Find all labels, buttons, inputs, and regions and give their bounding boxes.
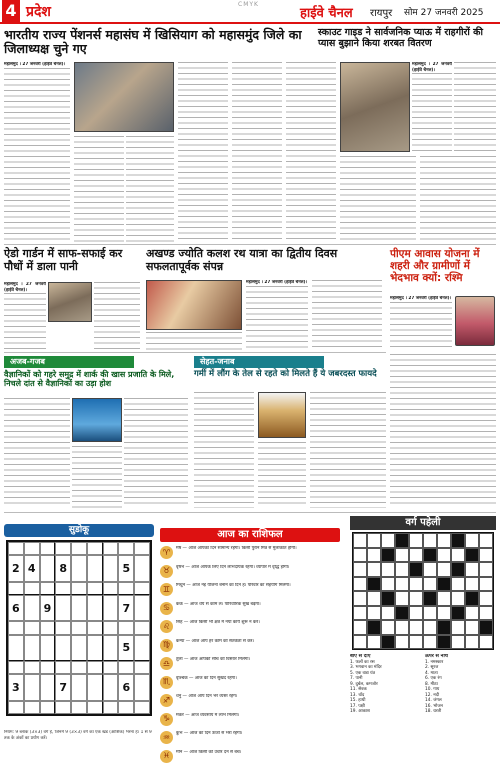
crossword-cell bbox=[423, 591, 437, 606]
zodiac-icon: ♎ bbox=[160, 657, 173, 670]
sudoku-cell bbox=[103, 635, 119, 661]
lead-byline: महासमुंद । 27 जनवरी (हाईवे चैनल)। bbox=[4, 62, 66, 67]
awas-body-2 bbox=[390, 354, 496, 508]
crossword-cell bbox=[395, 533, 409, 548]
sudoku-cell bbox=[8, 621, 24, 634]
crossword-clue: 8. मीठा bbox=[425, 681, 438, 687]
garden-photo bbox=[48, 282, 92, 322]
crossword-cell bbox=[479, 548, 493, 563]
edition-date: सोम 27 जनवरी 2025 bbox=[404, 8, 484, 18]
page-number: 4 bbox=[2, 0, 20, 22]
sudoku-cell bbox=[134, 621, 150, 634]
sudoku-cell bbox=[103, 621, 119, 634]
sudoku-cell bbox=[103, 674, 119, 700]
rashifal-text: वृषभ — आज आपके लिए दिन लाभदायक रहेगा। व्यापार में वृद्धि होगी। bbox=[176, 564, 290, 570]
crossword-cell bbox=[437, 606, 451, 621]
sudoku-cell bbox=[24, 542, 40, 555]
rashifal-item bbox=[160, 713, 340, 730]
kalash-body-2 bbox=[146, 332, 242, 350]
sudoku-cell bbox=[103, 555, 119, 581]
crossword-cell bbox=[437, 591, 451, 606]
sudoku-cell bbox=[40, 555, 56, 581]
crossword-cell bbox=[451, 620, 465, 635]
sudoku-cell bbox=[24, 701, 40, 714]
sudoku-cell: 5 bbox=[118, 635, 134, 661]
rashifal-item bbox=[160, 583, 340, 600]
zodiac-icon: ♊ bbox=[160, 583, 173, 596]
scout-headline: स्काउट गाइड ने सार्वजनिक प्याऊ में राहगीरों की प्यास बुझाने किया शरबत वितरण bbox=[318, 27, 483, 49]
sudoku-cell bbox=[55, 635, 71, 661]
sudoku-cell bbox=[40, 674, 56, 700]
kalash-photo bbox=[146, 280, 242, 330]
shark-body-2 bbox=[72, 446, 122, 508]
sudoku-cell: 2 bbox=[8, 555, 24, 581]
sudoku-cell bbox=[40, 635, 56, 661]
lead-body-3 bbox=[126, 136, 174, 242]
crossword-cell bbox=[409, 635, 423, 650]
rashifal-item bbox=[160, 750, 340, 767]
sudoku-cell bbox=[118, 542, 134, 555]
awas-photo bbox=[455, 296, 495, 346]
shark-body-3 bbox=[124, 398, 188, 508]
crossword-cell bbox=[409, 577, 423, 592]
crossword-clue: 16. भोजन bbox=[425, 703, 443, 709]
crossword-clue: 1. फलों का रस bbox=[350, 659, 375, 665]
rashifal-item bbox=[160, 731, 340, 748]
shark-section-band: अजब-गजब bbox=[4, 356, 134, 368]
rashifal-item bbox=[160, 602, 340, 619]
garden-byline: महासमुंद । 27 जनवरी (हाईवे चैनल)। bbox=[4, 282, 46, 293]
crossword-cell bbox=[437, 577, 451, 592]
sudoku-cell bbox=[71, 595, 87, 621]
lead-body bbox=[4, 62, 70, 242]
crossword-cell bbox=[353, 591, 367, 606]
sudoku-cell bbox=[118, 701, 134, 714]
lead-body-4 bbox=[178, 62, 228, 242]
sudoku-cell bbox=[87, 542, 103, 555]
sudoku-cell bbox=[71, 635, 87, 661]
crossword-cell bbox=[479, 577, 493, 592]
crossword-clue: 18. धरती bbox=[425, 709, 442, 714]
crossword-cell bbox=[381, 606, 395, 621]
shark-headline: वैज्ञानिकों को गहरे समुद्र में शार्क की खास प्रजाति के मिले, निचले दांत से वैज्ञानिकों का उड़ा होश bbox=[4, 370, 175, 389]
sudoku-cell: 6 bbox=[8, 595, 24, 621]
lead-headline: भारतीय राज्य पेंशनर्स महासंघ में खिसियाग को महासमुंद जिले का जिलाध्यक्ष चुने गए bbox=[4, 27, 302, 57]
crossword-grid bbox=[352, 532, 494, 650]
sudoku-cell bbox=[134, 595, 150, 621]
sudoku-grid bbox=[6, 540, 152, 716]
crossword-cell bbox=[367, 635, 381, 650]
awas-headline: पीएम आवास योजना में शहरी और ग्रामीणों में भेदभाव क्यों: रश्मि bbox=[390, 248, 480, 285]
sudoku-cell bbox=[8, 542, 24, 555]
sudoku-cell bbox=[134, 674, 150, 700]
garden-headline: ऐडो गार्डन में साफ-सफाई कर पौधों में डाला पानी bbox=[4, 247, 123, 273]
crossword-cell bbox=[409, 620, 423, 635]
crossword-cell bbox=[381, 591, 395, 606]
sudoku-cell bbox=[40, 542, 56, 555]
sudoku-cell bbox=[24, 661, 40, 674]
lead-photo bbox=[74, 62, 174, 132]
crossword-cell bbox=[479, 635, 493, 650]
crossword-clue: 11. सेवक bbox=[350, 687, 367, 692]
rashifal-text: मीन — आज किसी को उधार देने से बचें। bbox=[176, 749, 242, 755]
crossword-cell bbox=[423, 606, 437, 621]
rashifal-item bbox=[160, 639, 340, 656]
down-clues bbox=[425, 660, 496, 715]
sudoku-cell bbox=[24, 635, 40, 661]
sudoku-cell: 7 bbox=[118, 595, 134, 621]
crossword-title: वर्ग पहेली bbox=[350, 516, 496, 530]
scout-body-5 bbox=[420, 156, 496, 242]
crossword-cell bbox=[465, 577, 479, 592]
brand-logo: हाईवे चैनल bbox=[300, 6, 353, 21]
crossword-cell bbox=[353, 606, 367, 621]
awas-body-1 bbox=[390, 296, 452, 350]
crossword-cell bbox=[381, 635, 395, 650]
shark-photo bbox=[72, 398, 122, 442]
sudoku-panel bbox=[4, 524, 154, 716]
zodiac-icon: ♈ bbox=[160, 546, 173, 559]
crossword-clue: 17. पक्षी bbox=[350, 703, 365, 709]
crossword-cell bbox=[395, 635, 409, 650]
sudoku-cell bbox=[134, 555, 150, 581]
lead-body-2 bbox=[74, 136, 124, 242]
zodiac-icon: ♋ bbox=[160, 602, 173, 615]
crossword-cell bbox=[437, 620, 451, 635]
sudoku-cell bbox=[87, 674, 103, 700]
rashifal-text: सिंह — आज किसी भी क्षेत्र में नया कार्य शुरू न करें। bbox=[176, 620, 260, 625]
sudoku-cell bbox=[71, 555, 87, 581]
crossword-cell bbox=[451, 577, 465, 592]
divider bbox=[4, 244, 496, 245]
crossword-cell bbox=[479, 591, 493, 606]
crossword-cell bbox=[353, 548, 367, 563]
sudoku-cell bbox=[118, 621, 134, 634]
crossword-cell bbox=[423, 533, 437, 548]
sudoku-cell bbox=[8, 701, 24, 714]
crossword-clue: 15. हाथी bbox=[350, 698, 366, 703]
rashifal-item bbox=[160, 565, 340, 582]
health-body-1 bbox=[194, 392, 254, 508]
crossword-cell bbox=[409, 606, 423, 621]
awas-byline: महासमुंद । 27 जनवरी (हाईवे चैनल)। bbox=[390, 296, 452, 301]
health-headline: गर्मी में लौंग के तेल से रहते को मिलते हैं ये जबरदस्त फायदे bbox=[194, 369, 377, 379]
crossword-cell bbox=[395, 562, 409, 577]
crossword-cell bbox=[395, 577, 409, 592]
crossword-cell bbox=[437, 548, 451, 563]
rashifal-list bbox=[160, 546, 340, 772]
scout-byline: महासमुंद । 27 जनवरी (हाईवे चैनल)। bbox=[412, 62, 452, 73]
crossword-cell bbox=[437, 533, 451, 548]
crossword-cell bbox=[451, 635, 465, 650]
rashifal-text: मेष — आज आपका दिन सामान्य रहेगा। किसी पुराने मित्र से मुलाकात होगी। bbox=[176, 546, 297, 551]
zodiac-icon: ♌ bbox=[160, 620, 173, 633]
crossword-cell bbox=[479, 620, 493, 635]
crossword-clue: 19. आकाश bbox=[350, 709, 370, 714]
rashifal-text: वृश्चिक — आज का दिन सुखद रहेगा। bbox=[176, 675, 237, 681]
zodiac-icon: ♍ bbox=[160, 639, 173, 652]
crossword-cell bbox=[479, 562, 493, 577]
crossword-cell bbox=[423, 562, 437, 577]
rashifal-text: धनु — आज आप दिन भर व्यस्त रहेंगे। bbox=[176, 694, 238, 699]
crossword-cell bbox=[395, 620, 409, 635]
rashifal-title: आज का राशिफल bbox=[160, 528, 340, 542]
crossword-cell bbox=[451, 548, 465, 563]
zodiac-icon: ♓ bbox=[160, 750, 173, 763]
sudoku-cell: 4 bbox=[24, 555, 40, 581]
crossword-cell bbox=[423, 635, 437, 650]
crossword-cell bbox=[423, 620, 437, 635]
crossword-clue: 13. चाँद bbox=[350, 692, 365, 698]
edition-city: रायपुर bbox=[370, 8, 393, 19]
sudoku-rules: नियम: 9 ब्लाक (3×3) वर्ग हैं, जिनमें 9 (3×3) वर्ग का एक खंड (आंशिक) भरना है। 1 से 9 तक के अंकों का प्रयोग करें। bbox=[4, 730, 152, 741]
crossword-down bbox=[425, 654, 496, 772]
sudoku-cell bbox=[55, 661, 71, 674]
rashifal-item bbox=[160, 620, 340, 637]
crossword-cell bbox=[409, 548, 423, 563]
sudoku-cell bbox=[71, 674, 87, 700]
sudoku-cell bbox=[40, 621, 56, 634]
health-body-3 bbox=[310, 392, 386, 508]
scout-body-1 bbox=[286, 62, 336, 242]
sudoku-cell bbox=[71, 661, 87, 674]
sudoku-cell bbox=[87, 621, 103, 634]
divider bbox=[4, 352, 386, 353]
down-heading: ऊपर से नीचे bbox=[425, 654, 448, 659]
health-photo bbox=[258, 392, 306, 438]
crossword-cell bbox=[353, 635, 367, 650]
kalash-body-3 bbox=[312, 280, 382, 350]
crossword-cell bbox=[423, 548, 437, 563]
zodiac-icon: ♉ bbox=[160, 565, 173, 578]
garden-body-1 bbox=[4, 282, 46, 350]
sudoku-cell bbox=[55, 621, 71, 634]
sudoku-cell: 3 bbox=[8, 674, 24, 700]
sudoku-cell bbox=[55, 701, 71, 714]
crossword-cell bbox=[367, 620, 381, 635]
crossword-cell bbox=[381, 533, 395, 548]
crossword-across bbox=[350, 654, 421, 772]
sudoku-cell bbox=[55, 542, 71, 555]
sudoku-cell bbox=[118, 582, 134, 595]
sudoku-cell: 9 bbox=[40, 595, 56, 621]
crossword-cell bbox=[367, 606, 381, 621]
crossword-cell bbox=[451, 533, 465, 548]
crossword-cell bbox=[409, 533, 423, 548]
sudoku-cell bbox=[134, 661, 150, 674]
sudoku-cell bbox=[55, 582, 71, 595]
zodiac-icon: ♏ bbox=[160, 676, 173, 689]
crossword-cell bbox=[465, 562, 479, 577]
crossword-clue: 1. नमस्कार bbox=[425, 659, 444, 665]
page-header bbox=[0, 0, 500, 24]
crossword-cell bbox=[353, 577, 367, 592]
kalash-headline: अखण्ड ज्योति कलश रथ यात्रा का द्वितीय दिवस सफलतापूर्वक संपन्न bbox=[146, 247, 338, 273]
rashifal-item bbox=[160, 676, 340, 693]
crossword-clues bbox=[350, 654, 496, 772]
crossword-cell bbox=[437, 562, 451, 577]
sudoku-cell bbox=[40, 701, 56, 714]
sudoku-cell bbox=[40, 582, 56, 595]
scout-body-2 bbox=[412, 62, 452, 152]
cmyk-mark: CMYK bbox=[238, 1, 259, 8]
crossword-cell bbox=[409, 562, 423, 577]
sudoku-cell: 6 bbox=[118, 674, 134, 700]
rashifal-text: तुला — आज आपकी सोच को विस्तार मिलेगा। bbox=[176, 657, 251, 662]
crossword-cell bbox=[479, 606, 493, 621]
divider bbox=[4, 512, 496, 513]
sudoku-cell bbox=[71, 582, 87, 595]
sudoku-cell: 7 bbox=[55, 674, 71, 700]
sudoku-cell bbox=[118, 661, 134, 674]
crossword-clue: 14. जंगल bbox=[425, 698, 442, 703]
crossword-cell bbox=[353, 620, 367, 635]
lead-body-5 bbox=[232, 62, 282, 242]
crossword-cell bbox=[367, 533, 381, 548]
sudoku-cell bbox=[103, 595, 119, 621]
crossword-cell bbox=[367, 577, 381, 592]
rashifal-text: मिथुन — आज नई योजना बनाने का दिन है। परिवार का सहयोग मिलेगा। bbox=[176, 583, 291, 588]
sudoku-cell bbox=[87, 701, 103, 714]
sudoku-cell: 8 bbox=[55, 555, 71, 581]
rashifal-text: मकर — आज व्यवसाय में लाभ मिलेगा। bbox=[176, 712, 240, 718]
crossword-cell bbox=[465, 606, 479, 621]
rashifal-item bbox=[160, 546, 340, 563]
scout-body-3 bbox=[454, 62, 496, 152]
sudoku-cell bbox=[87, 595, 103, 621]
rashifal-text: कुंभ — आज का दिन ऊर्जा से भरा रहेगा। bbox=[176, 731, 243, 736]
crossword-cell bbox=[451, 591, 465, 606]
crossword-cell bbox=[409, 591, 423, 606]
sudoku-cell bbox=[87, 661, 103, 674]
crossword-cell bbox=[381, 562, 395, 577]
rashifal-item bbox=[160, 694, 340, 711]
zodiac-icon: ♒ bbox=[160, 731, 173, 744]
sudoku-title: सुडोकू bbox=[4, 524, 154, 537]
sudoku-cell bbox=[8, 582, 24, 595]
sudoku-cell: 5 bbox=[118, 555, 134, 581]
crossword-cell bbox=[479, 533, 493, 548]
sudoku-cell bbox=[24, 621, 40, 634]
crossword-cell bbox=[465, 620, 479, 635]
crossword-cell bbox=[465, 635, 479, 650]
crossword-clue: 12. नदी bbox=[425, 692, 439, 698]
health-body-2 bbox=[258, 442, 306, 508]
crossword-cell bbox=[381, 577, 395, 592]
sudoku-cell bbox=[55, 595, 71, 621]
sudoku-cell bbox=[134, 542, 150, 555]
across-clues bbox=[350, 660, 421, 715]
sudoku-cell bbox=[134, 582, 150, 595]
crossword-clue: 4. माता bbox=[425, 670, 438, 676]
crossword-clue: 7. पानी bbox=[350, 676, 363, 681]
crossword-cell bbox=[353, 533, 367, 548]
scout-photo bbox=[340, 62, 410, 152]
garden-body-2 bbox=[94, 282, 140, 350]
crossword-cell bbox=[465, 548, 479, 563]
crossword-cell bbox=[451, 606, 465, 621]
rashifal-item bbox=[160, 657, 340, 674]
crossword-cell bbox=[465, 591, 479, 606]
sudoku-cell bbox=[87, 582, 103, 595]
shark-body-1 bbox=[4, 398, 70, 508]
rashifal-text: कर्क — आज धैर्य से काम लें। पारिवारिक सुख बढ़ेगा। bbox=[176, 601, 261, 607]
sudoku-cell bbox=[103, 661, 119, 674]
crossword-clue: 6. एक रंग bbox=[425, 676, 442, 681]
scout-body-4 bbox=[340, 156, 416, 242]
crossword-cell bbox=[437, 635, 451, 650]
sudoku-cell bbox=[8, 635, 24, 661]
sudoku-cell bbox=[103, 582, 119, 595]
sudoku-cell bbox=[71, 621, 87, 634]
sudoku-cell bbox=[87, 555, 103, 581]
kalash-body-1 bbox=[246, 280, 308, 350]
sudoku-cell bbox=[24, 595, 40, 621]
crossword-cell bbox=[381, 620, 395, 635]
kalash-byline: महासमुंद । 27 जनवरी (हाईवे चैनल)। bbox=[246, 280, 308, 285]
section-title: प्रदेश bbox=[26, 3, 51, 20]
crossword-cell bbox=[367, 548, 381, 563]
sudoku-cell bbox=[8, 661, 24, 674]
crossword-cell bbox=[465, 533, 479, 548]
sudoku-cell bbox=[103, 542, 119, 555]
sudoku-cell bbox=[24, 674, 40, 700]
rashifal-text: कन्या — आज आप हर काम को सतर्कता से करें। bbox=[176, 638, 255, 644]
sudoku-cell bbox=[71, 701, 87, 714]
zodiac-icon: ♐ bbox=[160, 694, 173, 707]
crossword-clue: 2. सूरज bbox=[425, 665, 439, 670]
crossword-cell bbox=[451, 562, 465, 577]
zodiac-icon: ♑ bbox=[160, 713, 173, 726]
crossword-cell bbox=[395, 591, 409, 606]
crossword-clue: 5. एक वाद्य यंत्र bbox=[350, 670, 375, 676]
sudoku-cell bbox=[87, 635, 103, 661]
health-section-band: सेहत-जनाब bbox=[194, 356, 324, 368]
sudoku-cell bbox=[134, 701, 150, 714]
sudoku-cell bbox=[24, 582, 40, 595]
crossword-clue: 9. दुर्बल, कमजोर bbox=[350, 681, 378, 687]
crossword-clue: 3. भगवान का मंदिर bbox=[350, 665, 382, 670]
crossword-cell bbox=[381, 548, 395, 563]
crossword-cell bbox=[423, 577, 437, 592]
crossword-cell bbox=[367, 591, 381, 606]
crossword-cell bbox=[353, 562, 367, 577]
crossword-clue: 10. गाय bbox=[425, 687, 440, 692]
sudoku-cell bbox=[134, 635, 150, 661]
crossword-cell bbox=[367, 562, 381, 577]
sudoku-cell bbox=[103, 701, 119, 714]
sudoku-cell bbox=[40, 661, 56, 674]
crossword-cell bbox=[395, 548, 409, 563]
sudoku-cell bbox=[71, 542, 87, 555]
crossword-cell bbox=[395, 606, 409, 621]
across-heading: बाएं से दाएं bbox=[350, 654, 371, 659]
